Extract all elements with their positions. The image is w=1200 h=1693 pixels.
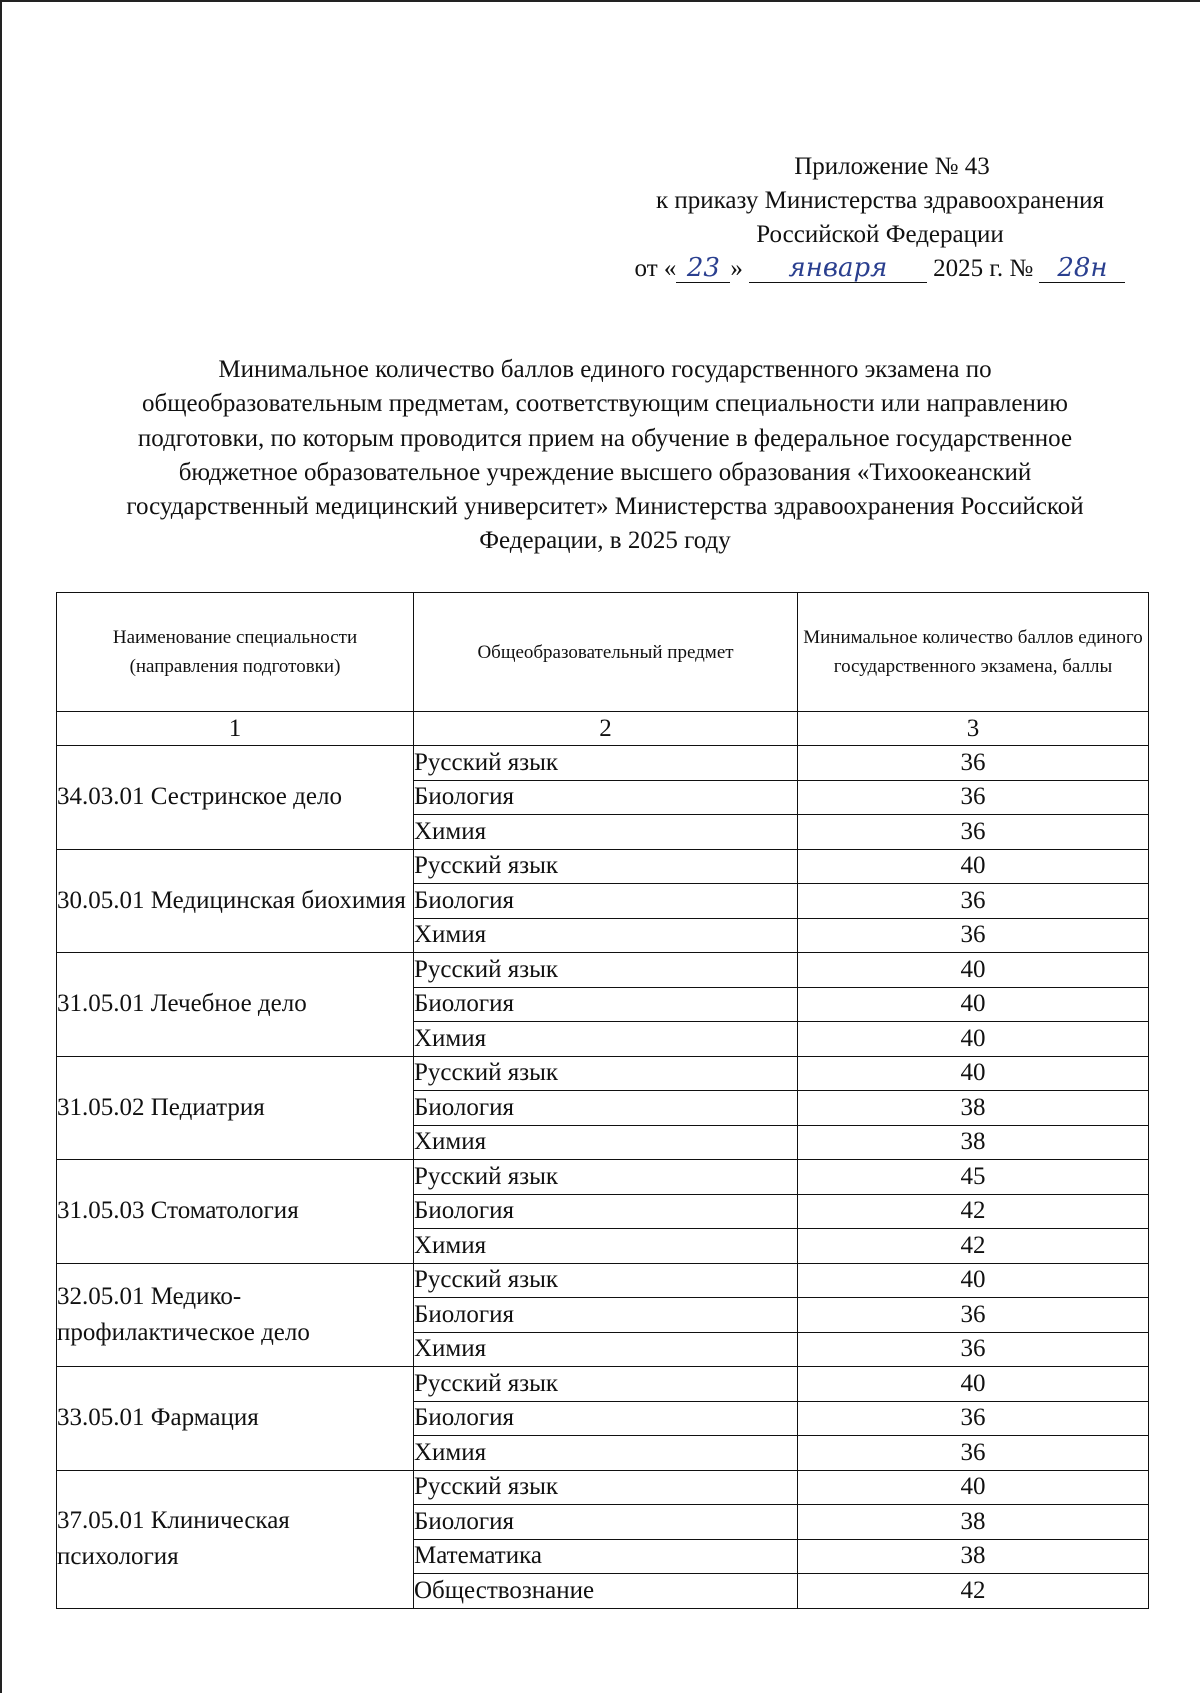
scan-border-left [0,0,2,1693]
header-specialty: Наименование специальности (направления подготовки) [57,593,414,712]
score-cell: 36 [798,884,1149,919]
order-number-handwritten: 28н [1039,254,1125,283]
subject-cell: Русский язык [414,953,798,988]
column-number-row [57,712,1149,746]
column-number: 2 [414,712,798,746]
appendix-federation: Российской Федерации [756,221,1004,248]
table-row [57,1056,1149,1091]
score-cell: 40 [798,1263,1149,1298]
header-subject: Общеобразовательный предмет [414,593,798,712]
subject-cell: Русский язык [414,1056,798,1091]
title-line: Минимальное количество баллов единого государственного экзамена по [218,356,992,383]
specialty-cell: 31.05.03 Стоматология [57,1160,414,1264]
specialty-cell: 34.03.01 Сестринское дело [57,746,414,850]
score-cell: 42 [798,1574,1149,1609]
score-cell: 40 [798,953,1149,988]
subject-cell: Биология [414,1298,798,1333]
date-prefix: от « [634,255,677,282]
header-min-score: Минимальное количество баллов единого государственного экзамена, баллы [798,593,1149,712]
subject-cell: Биология [414,987,798,1022]
subject-cell: Химия [414,918,798,953]
score-cell: 38 [798,1091,1149,1126]
score-cell: 40 [798,1056,1149,1091]
title-line: бюджетное образовательное учреждение высшего образования «Тихоокеанский [178,458,1032,486]
column-number: 3 [798,712,1149,746]
score-cell: 38 [798,1505,1149,1540]
score-cell: 40 [798,1022,1149,1057]
subject-cell: Русский язык [414,1367,798,1402]
score-cell: 36 [798,1332,1149,1367]
appendix-number: Приложение № 43 [794,153,990,180]
subject-cell: Русский язык [414,849,798,884]
table-row [57,953,1149,988]
subject-cell: Обществознание [414,1574,798,1609]
table-row [57,1160,1149,1195]
subject-cell: Химия [414,1229,798,1264]
table-row [57,1470,1149,1505]
subject-cell: Химия [414,1022,798,1057]
document-title [55,353,1155,559]
subject-cell: Математика [414,1539,798,1574]
score-cell: 36 [798,780,1149,815]
score-cell: 40 [798,849,1149,884]
column-number: 1 [57,712,414,746]
specialty-cell: 30.05.01 Медицинская биохимия [57,849,414,953]
subject-cell: Русский язык [414,1263,798,1298]
subject-cell: Химия [414,1332,798,1367]
subject-cell: Русский язык [414,1160,798,1195]
date-month-handwritten: января [749,254,927,283]
score-cell: 40 [798,1470,1149,1505]
subject-cell: Биология [414,1401,798,1436]
score-cell: 36 [798,1298,1149,1333]
table-row [57,746,1149,781]
score-cell: 42 [798,1229,1149,1264]
subject-cell: Химия [414,1436,798,1471]
score-cell: 36 [798,815,1149,850]
subject-cell: Биология [414,780,798,815]
subject-cell: Химия [414,815,798,850]
scan-border-top [0,0,1200,2]
subject-cell: Биология [414,1194,798,1229]
score-cell: 40 [798,1367,1149,1402]
date-quote-close: » [730,255,743,282]
score-cell: 38 [798,1539,1149,1574]
title-line: государственный медицинский университет» Министерства здравоохранения Российской [126,493,1084,521]
appendix-order-ref: к приказу Министерства здравоохранения [655,187,1105,214]
date-year: 2025 г. № [933,255,1034,282]
title-line: Федерации, в 2025 году [479,527,731,555]
score-cell: 45 [798,1160,1149,1195]
score-cell: 36 [798,1401,1149,1436]
score-cell: 36 [798,918,1149,953]
appendix-date-line [600,252,1160,286]
specialty-cell: 31.05.02 Педиатрия [57,1056,414,1160]
subject-cell: Химия [414,1125,798,1160]
specialty-cell: 33.05.01 Фармация [57,1367,414,1471]
subject-cell: Биология [414,1505,798,1540]
title-line: подготовки, по которым проводится прием на обучение в федеральное государственное [137,424,1073,452]
table-row [57,1263,1149,1298]
table-row [57,849,1149,884]
subject-cell: Биология [414,884,798,919]
subject-cell: Биология [414,1091,798,1126]
score-cell: 40 [798,987,1149,1022]
subject-cell: Русский язык [414,746,798,781]
score-cell: 42 [798,1194,1149,1229]
score-cell: 36 [798,746,1149,781]
title-line: общеобразовательным предметам, соответствующим специальности или направлению [142,390,1068,418]
table-row [57,1367,1149,1402]
specialty-cell: 32.05.01 Медико-профилактическое дело [57,1263,414,1367]
score-cell: 36 [798,1436,1149,1471]
specialty-cell: 37.05.01 Клиническая психология [57,1470,414,1608]
scores-table [56,592,1149,1609]
appendix-block [600,150,1160,286]
specialty-cell: 31.05.01 Лечебное дело [57,953,414,1057]
date-day-handwritten: 23 [676,254,730,283]
score-cell: 38 [798,1125,1149,1160]
subject-cell: Русский язык [414,1470,798,1505]
